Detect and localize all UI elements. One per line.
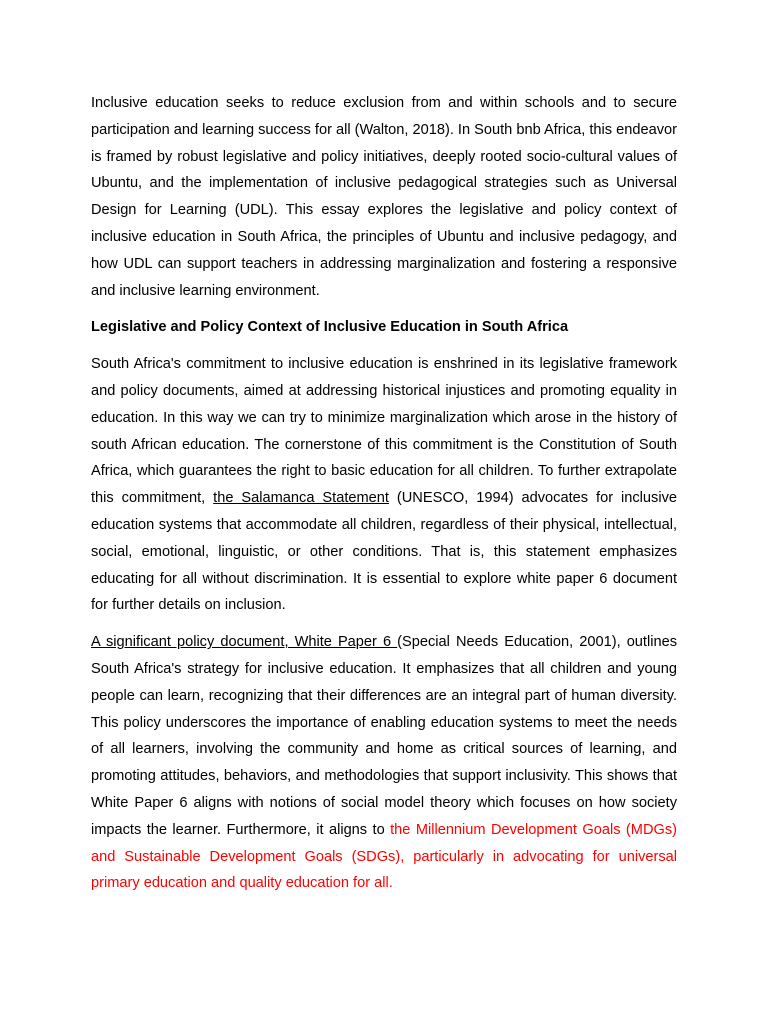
- intro-paragraph: [91, 90, 677, 304]
- salamanca-text: (UNESCO, 1994) advocates for inclusive education systems that accommodate all children, regardless of their physical, intellectual, social, emotional, linguistic, or other conditions. That is, this statement emphasizes educating for all without discrimination. It is essential to explore white paper 6 document for further details on inclusion.: [91, 490, 677, 614]
- document-page: [91, 90, 677, 907]
- constitution-text: South Africa's commitment to inclusive education is enshrined in its legislative framework and policy documents, aimed at addressing historical injustices and promoting equality in education. In this way we can try to minimize marginalization which arose in the history of south African education. The cornerstone of this commitment is the Constitution of South Africa, which guarantees the right to basic education for all children. To further extrapolate this commitment,: [91, 356, 677, 507]
- salamanca-statement-underline: the Salamanca Statement: [213, 490, 389, 507]
- constitution-paragraph: [91, 351, 677, 619]
- white-paper-paragraph: [91, 629, 677, 897]
- white-paper-text: (Special Needs Education, 2001), outlines South Africa's strategy for inclusive education. It emphasizes that all children and young people can learn, recognizing that their differences are an integral part of human diversity. This policy underscores the importance of enabling education systems to meet the needs of all learners, involving the community and home as critical sources of learning, and promoting attitudes, behaviors, and methodologies that support inclusivity. This shows that White Paper 6 aligns with notions of social model theory which focuses on how society impacts the learner. Furthermore, it aligns to: [91, 634, 677, 838]
- white-paper-underline: A significant policy document, White Paper 6: [91, 634, 398, 651]
- section-heading: Legislative and Policy Context of Inclusive Education in South Africa: [91, 319, 569, 336]
- mdg-sdg-highlight: the Millennium Development Goals (MDGs) and Sustainable Development Goals (SDGs), particularly in advocating for universal primary education and quality education for all.: [91, 821, 677, 892]
- intro-text: Inclusive education seeks to reduce exclusion from and within schools and to secure participation and learning success for all (Walton, 2018). In South bnb Africa, this endeavor is framed by robust legislative and policy initiatives, deeply rooted socio-cultural values of Ubuntu, and the implementation of inclusive pedagogical strategies such as Universal Design for Learning (UDL). This essay explores the legislative and policy context of inclusive education in South Africa, the principles of Ubuntu and inclusive pedagogy, and how UDL can support teachers in addressing marginalization and fostering a responsive and inclusive learning environment.: [91, 95, 677, 299]
